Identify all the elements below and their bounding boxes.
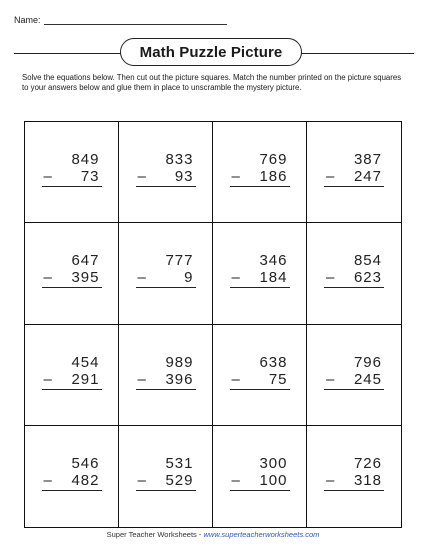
problem-cell — [307, 325, 401, 426]
minus-sign: – — [231, 269, 241, 287]
problem — [42, 455, 102, 491]
problem-cell — [25, 325, 119, 426]
subtrahend: 247 — [353, 168, 382, 185]
name-line[interactable] — [44, 15, 227, 25]
problem-cell — [213, 325, 307, 426]
problem-cell — [119, 426, 213, 527]
minus-sign: – — [326, 370, 336, 388]
subtrahend: 9 — [184, 269, 194, 287]
minus-sign: – — [43, 370, 53, 388]
problem-cell — [307, 426, 401, 527]
footer-link[interactable]: www.superteacherworksheets.com — [203, 530, 320, 539]
minus-sign: – — [231, 471, 241, 489]
minus-sign: – — [137, 370, 147, 388]
minuend: 769 — [259, 151, 288, 168]
subtrahend: 623 — [353, 269, 382, 287]
subtrahend: 184 — [259, 269, 288, 287]
minuend: 531 — [165, 454, 194, 472]
name-label: Name: — [14, 15, 41, 25]
page-title: Math Puzzle Picture — [120, 38, 302, 66]
problem — [230, 354, 290, 390]
problem — [324, 354, 384, 390]
minus-sign: – — [137, 168, 147, 185]
problem-cell — [213, 122, 307, 223]
minuend: 989 — [165, 353, 194, 371]
problem-cell — [213, 426, 307, 527]
subtrahend: 318 — [353, 471, 382, 489]
problem — [42, 354, 102, 390]
minuend: 647 — [71, 252, 100, 270]
subtrahend: 395 — [71, 269, 100, 287]
minuend: 796 — [353, 353, 382, 371]
problem — [136, 252, 196, 288]
subtrahend: 100 — [259, 471, 288, 489]
problem-cell — [307, 223, 401, 324]
problem-cell — [307, 122, 401, 223]
problem-cell — [25, 122, 119, 223]
subtrahend: 529 — [165, 471, 194, 489]
subtrahend: 291 — [71, 370, 100, 388]
problem — [230, 455, 290, 491]
name-row — [14, 15, 227, 25]
problem-cell — [119, 223, 213, 324]
minuend: 726 — [353, 454, 382, 472]
minus-sign: – — [137, 269, 147, 287]
problem — [136, 455, 196, 491]
minus-sign: – — [231, 370, 241, 388]
footer-prefix: Super Teacher Worksheets - — [106, 530, 204, 539]
problem-cell — [25, 223, 119, 324]
minus-sign: – — [43, 269, 53, 287]
problem — [230, 252, 290, 288]
problem — [324, 151, 384, 187]
subtrahend: 73 — [80, 168, 100, 185]
problem — [136, 151, 196, 187]
minuend: 854 — [353, 252, 382, 270]
subtrahend: 482 — [71, 471, 100, 489]
problem — [136, 354, 196, 390]
minuend: 638 — [259, 353, 288, 371]
minuend: 454 — [71, 353, 100, 371]
footer — [0, 530, 426, 539]
subtrahend: 245 — [353, 370, 382, 388]
problem — [230, 151, 290, 187]
subtrahend: 186 — [259, 168, 288, 185]
minus-sign: – — [43, 168, 53, 185]
minuend: 777 — [165, 252, 194, 270]
minus-sign: – — [43, 471, 53, 489]
problem — [42, 151, 102, 187]
minuend: 346 — [259, 252, 288, 270]
minuend: 387 — [353, 151, 382, 168]
problem-cell — [25, 426, 119, 527]
instructions: Solve the equations below. Then cut out the picture squares. Match the number printed on the picture squares to your answers below and glue them in place to unscramble the mystery picture. — [22, 73, 402, 92]
problem-grid — [24, 121, 402, 528]
problem — [42, 252, 102, 288]
minus-sign: – — [326, 269, 336, 287]
problem — [324, 455, 384, 491]
minuend: 833 — [165, 151, 194, 168]
problem-cell — [119, 325, 213, 426]
minus-sign: – — [326, 471, 336, 489]
problem-cell — [119, 122, 213, 223]
minuend: 300 — [259, 454, 288, 472]
subtrahend: 93 — [174, 168, 194, 185]
minuend: 546 — [71, 454, 100, 472]
minus-sign: – — [231, 168, 241, 185]
subtrahend: 396 — [165, 370, 194, 388]
problem — [324, 252, 384, 288]
minuend: 849 — [71, 151, 100, 168]
minus-sign: – — [137, 471, 147, 489]
subtrahend: 75 — [268, 370, 288, 388]
problem-cell — [213, 223, 307, 324]
minus-sign: – — [326, 168, 336, 185]
